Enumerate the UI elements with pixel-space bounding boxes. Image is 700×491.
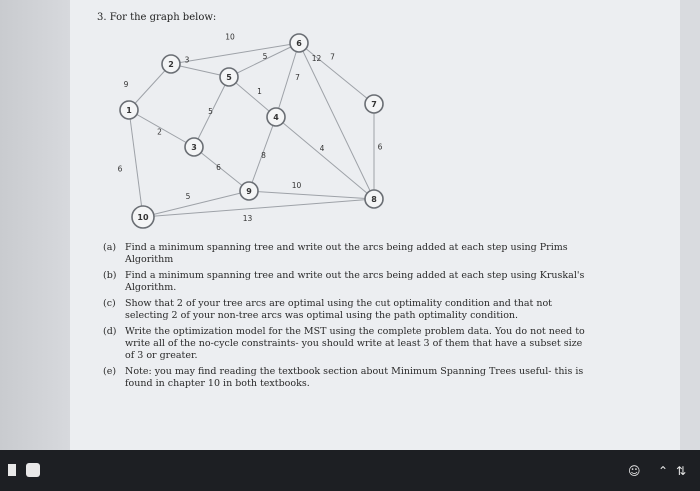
launcher-icon[interactable] [26, 463, 40, 477]
question-letter: (d) [103, 326, 117, 337]
question-letter: (b) [103, 270, 117, 281]
node-label: 4 [273, 113, 279, 122]
edge-weight-label: 10 [291, 181, 302, 190]
question-item [103, 326, 593, 362]
question-list [103, 242, 593, 394]
edge-weight-label: 2 [157, 127, 162, 137]
graph-edge [249, 191, 374, 199]
graph-edge [194, 147, 249, 191]
question-item [103, 242, 593, 266]
question-letter: (e) [103, 366, 117, 377]
edge-weight-label: 6 [216, 163, 221, 172]
chevron-up-icon[interactable]: ⌃ [658, 464, 669, 478]
edge-weight-label: 6 [377, 142, 383, 152]
question-text: Write the optimization model for the MST using the complete problem data. You do not need to write all of the no-cycle constraints- you should write at least 3 of them that have a subset size of 3 or greater. [125, 326, 585, 361]
edge-weight-label: 3 [184, 55, 190, 65]
question-item [103, 270, 593, 294]
edge-weight-label: 10 [225, 32, 235, 42]
app-icon[interactable] [8, 464, 16, 476]
node-label: 2 [168, 60, 174, 69]
question-item [103, 298, 593, 322]
node-label: 10 [137, 213, 149, 222]
graph-edge [171, 43, 299, 64]
edge-weight-label: 8 [261, 151, 266, 160]
edge-weight-label: 12 [311, 54, 322, 63]
edge-weight-label: 13 [242, 214, 253, 223]
edge-weight-label: 9 [123, 80, 129, 89]
node-label: 3 [191, 143, 197, 152]
edge-weight-label: 1 [257, 87, 262, 96]
edge-weight-label: 4 [319, 144, 325, 153]
question-letter: (a) [103, 242, 117, 253]
edge-weight-label: 5 [185, 192, 191, 201]
taskbar [0, 450, 700, 491]
node-label: 1 [126, 106, 132, 115]
problem-title: 3. For the graph below: [97, 12, 217, 23]
edge-weight-label: 5 [262, 52, 268, 61]
graph-edge [276, 117, 374, 199]
node-label: 7 [371, 100, 377, 109]
question-text: Find a minimum spanning tree and write out the arcs being added at each step using Kruskal's Algorithm. [125, 270, 585, 293]
node-label: 5 [226, 73, 232, 82]
question-text: Find a minimum spanning tree and write out the arcs being added at each step using Prims Algorithm [125, 242, 568, 265]
people-icon[interactable]: ☺ [628, 464, 641, 478]
question-item [103, 366, 593, 390]
edge-weight-label: 6 [117, 164, 123, 174]
graph-edge [129, 110, 143, 217]
edge-weight-label: 5 [208, 107, 213, 116]
question-letter: (c) [103, 298, 116, 309]
graph-edge [299, 43, 374, 199]
node-label: 8 [371, 195, 377, 204]
question-text: Note: you may find reading the textbook section about Minimum Spanning Trees useful- this is found in chapter 10 in both textbooks. [125, 366, 584, 389]
graph-edge [299, 43, 374, 104]
node-label: 6 [296, 39, 302, 48]
network-graph [0, 0, 700, 245]
question-text: Show that 2 of your tree arcs are optimal using the cut optimality condition and that not selecting 2 of your non-tree arcs was optimal using the path optimality condition. [125, 298, 552, 321]
node-label: 9 [246, 187, 252, 196]
network-icon[interactable]: ⇅ [676, 464, 687, 478]
edge-weight-label: 7 [330, 52, 335, 62]
edge-weight-label: 7 [295, 73, 300, 82]
